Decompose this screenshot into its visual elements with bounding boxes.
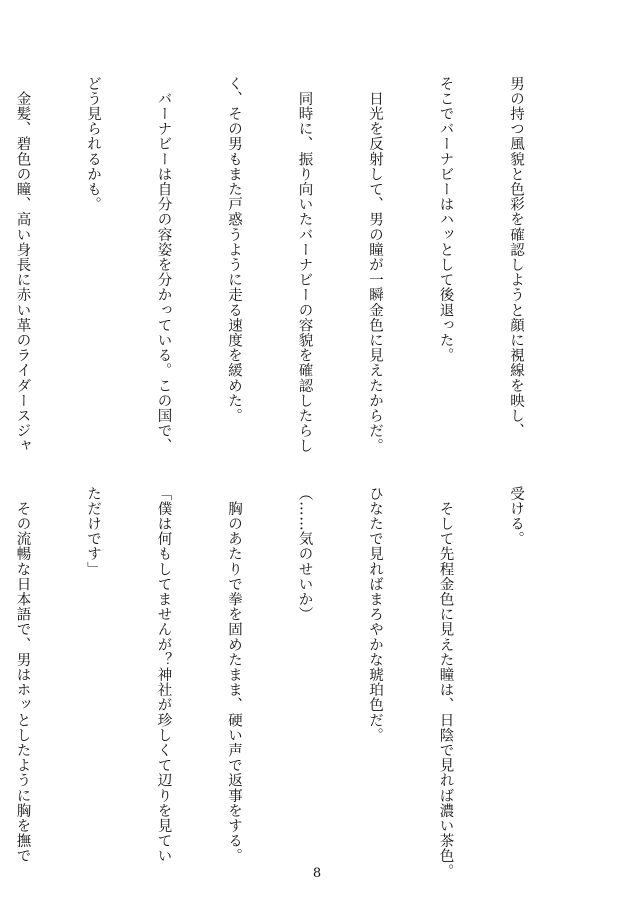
text-line: その流暢な日本語で、男はホッとしたように胸を撫で [14,486,31,864]
text-line: 「僕は何もしてませんが？神社が珍しくて辺りを見てい [155,486,172,864]
text-line: （……気のせいか） [296,486,313,622]
text-line: 金髪、碧色の瞳、高い身長に赤い革のライダースジャ [14,76,31,454]
text-line: 男の持つ風貌と色彩を確認しようと顔に視線を映し、 [508,76,524,439]
text-block-upper [0,76,574,454]
text-block-lower [0,486,574,879]
page-number: 8 [312,866,322,881]
text-line: ひなたで見ればまろやかな琥珀色だ。 [367,486,383,743]
text-line: 同時に、振り向いたバーナビーの容貌を確認したらし [296,76,313,454]
text-line: そして先程金色に見えた瞳は、日陰で見れば濃い茶色。 [437,486,454,879]
text-line: 日光を反射して、男の瞳が一瞬金色に見えたからだ。 [367,76,383,454]
text-line: く、その男もまた戸惑うように走る速度を緩めた。 [226,76,242,424]
text-line: どう見られるかも。 [85,76,101,212]
text-line: バーナビーは自分の容姿を分かっている。この国で、 [155,76,172,454]
text-line: 胸のあたりで拳を固めたまま、硬い声で返事をする。 [226,486,242,864]
text-line: そこでバーナビーはハッとして後退った。 [437,76,454,363]
text-line: 受ける。 [508,486,524,547]
text-line: ただけです」 [85,486,101,577]
